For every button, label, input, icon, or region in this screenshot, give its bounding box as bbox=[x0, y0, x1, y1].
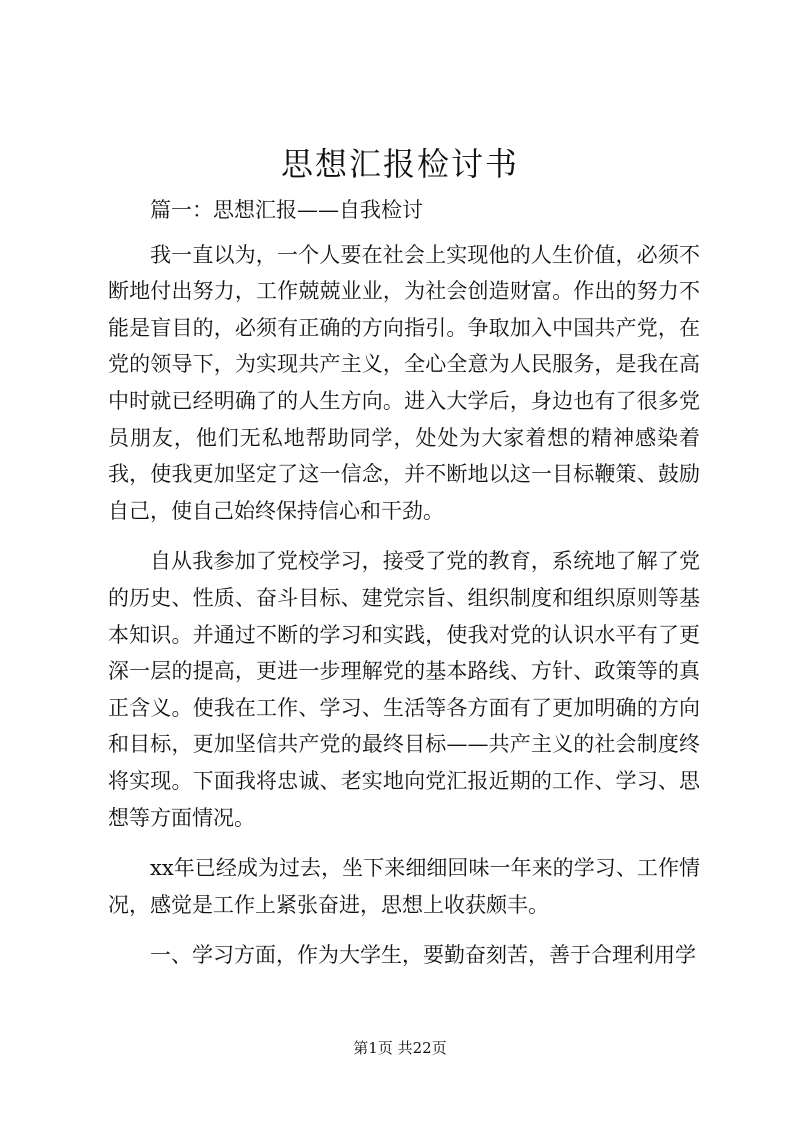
paragraph-2: 自从我参加了党校学习，接受了党的教育，系统地了解了党的历史、性质、奋斗目标、建党宗旨、组织制度和组织原则等基本知识。并通过不断的学习和实践，使我对党的认识水平有了更深一层的提高，更进一步理解党的基本路线、方针、政策等的真正含义。使我在工作、学习、生活等各方面有了更加明确的方向和目标，更加坚信共产党的最终目标——共产主义的社会制度终将实现。下面我将忠诚、老实地向党汇报近期的工作、学习、思想等方面情况。 bbox=[108, 549, 700, 830]
paragraph-3: xx年已经成为过去，坐下来细细回味一年来的学习、工作情况，感觉是工作上紧张奋进，思想上收获颇丰。 bbox=[108, 856, 700, 917]
document-body bbox=[108, 192, 700, 988]
section-heading: 篇一：思想汇报——自我检讨 bbox=[150, 198, 423, 222]
page-footer: 第1页 共22页 bbox=[353, 1039, 447, 1057]
paragraph-1: 我一直以为，一个人要在社会上实现他的人生价值，必须不断地付出努力，工作兢兢业业，为社会创造财富。作出的努力不能是盲目的，必须有正确的方向指引。争取加入中国共产党，在党的领导下，为实现共产主义，全心全意为人民服务，是我在高中时就已经明确了的人生方向。进入大学后，身边也有了很多党员朋友，他们无私地帮助同学，处处为大家着想的精神感染着我，使我更加坚定了这一信念，并不断地以这一目标鞭策、鼓励自己，使自己始终保持信心和干劲。 bbox=[108, 242, 700, 523]
paragraph-4: 一、学习方面，作为大学生，要勤奋刻苦，善于合理利用学 bbox=[150, 943, 696, 968]
document-title: 思想汇报检讨书 bbox=[280, 145, 519, 183]
